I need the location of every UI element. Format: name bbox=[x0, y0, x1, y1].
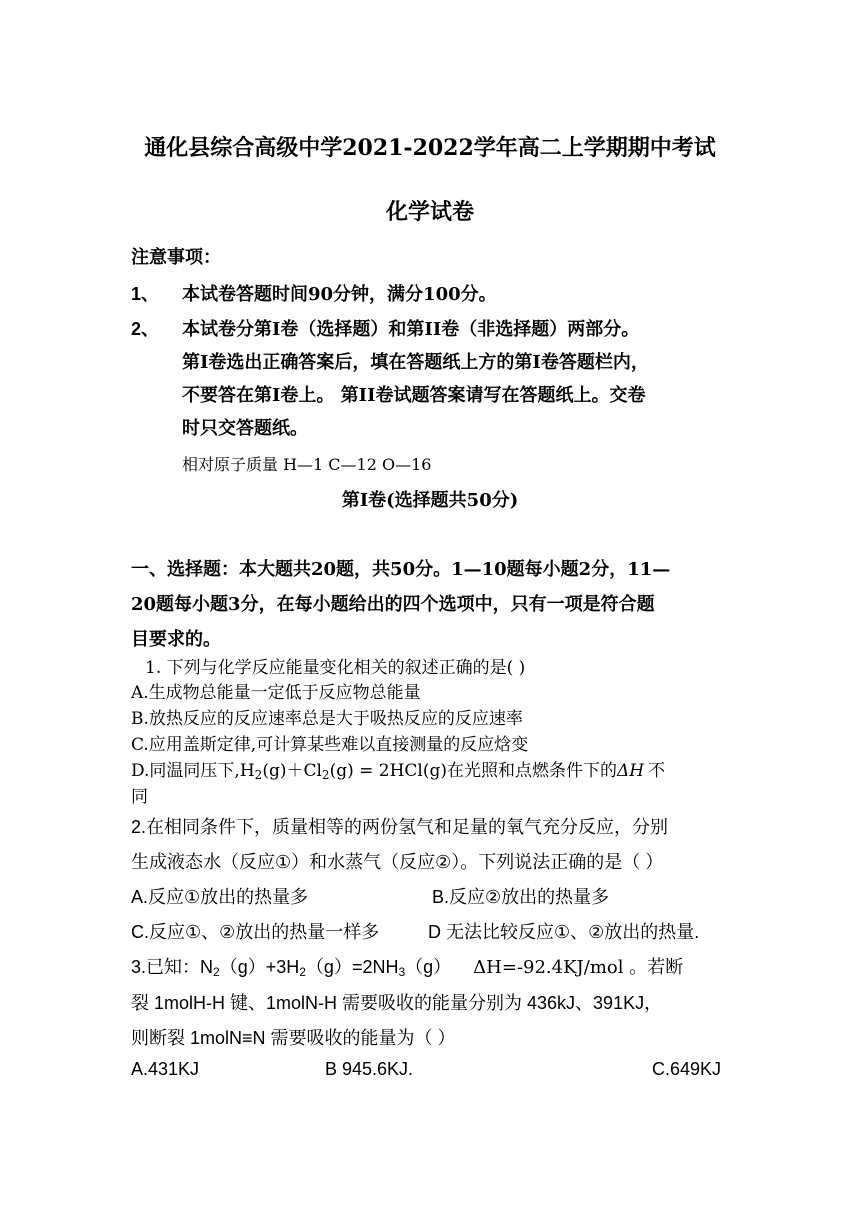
notice-item-1-number: 1、 bbox=[131, 284, 160, 304]
question-3-option-b: B 945.6KJ. bbox=[325, 1059, 414, 1079]
equation-hydrogen: $H_2(g)+Cl_2(g) = 2HCl(g)$ bbox=[239, 761, 447, 782]
part-one-title: 第Ⅰ卷(选择题共50分) bbox=[341, 490, 519, 511]
section-one-line-3: 目要求的。 bbox=[131, 629, 221, 650]
question-2-option-a: A.反应①放出的热量多 bbox=[131, 887, 309, 907]
notice-item-1-text: 本试卷答题时间90分钟，满分100分。 bbox=[182, 284, 497, 305]
question-3-line-1: 3.已知：$N_2(g)+3H_2(g)=2NH_3(g)$ ΔH=-92.4KJ/mol 。若断 bbox=[131, 957, 684, 979]
question-1-option-b: B.放热反应的反应速率总是大于吸热反应的反应速率 bbox=[131, 709, 523, 729]
notice-item-2-line-4: 时只交答题纸。 bbox=[182, 418, 308, 439]
question-1-option-d: D.同温同压下$,H_2(g)+Cl_2(g) = 2HCl(g)$在光照和点燃条件下的ΔH 不 bbox=[131, 761, 666, 782]
question-3-option-a: A.431KJ bbox=[131, 1059, 200, 1079]
question-3-line-3: 则断裂 1molN≡N 需要吸收的能量为（ ） bbox=[131, 1028, 456, 1048]
notice-item-2-line-3: 不要答在第Ⅰ卷上。 第II卷试题答案请写在答题纸上。交卷 bbox=[182, 385, 646, 406]
question-2-line-2: 生成液态水（反应①）和水蒸气（反应②）。下列说法正确的是（ ） bbox=[131, 852, 664, 872]
notice-item-2-line-1: 本试卷分第Ⅰ卷（选择题）和第II卷（非选择题）两部分。 bbox=[182, 319, 640, 340]
question-2-option-c: C.反应①、②放出的热量一样多 bbox=[131, 922, 380, 942]
delta-h-symbol: ΔH bbox=[617, 761, 645, 781]
question-2-line-1: 2.在相同条件下，质量相等的两份氢气和足量的氧气充分反应，分别 bbox=[131, 817, 669, 837]
notice-item-2-line-2: 第Ⅰ卷选出正确答案后，填在答题纸上方的第Ⅰ卷答题栏内， bbox=[182, 352, 649, 373]
question-1-option-d-wrap: 同 bbox=[131, 787, 148, 807]
section-one-line-1: 一、选择题：本大题共20题，共50分。1—10题每小题2分，11— bbox=[131, 559, 671, 580]
question-1-option-a: A.生成物总能量一定低于反应物总能量 bbox=[131, 683, 421, 703]
question-1-option-c: C.应用盖斯定律,可计算某些难以直接测量的反应焓变 bbox=[131, 735, 529, 755]
delta-h-value: ΔH=-92.4KJ/mol 。若断 bbox=[473, 957, 684, 978]
notice-item-2-number: 2、 bbox=[131, 319, 160, 339]
section-one-line-2: 20题每小题3分，在每小题给出的四个选项中，只有一项是符合题 bbox=[131, 594, 655, 615]
notice-heading: 注意事项： bbox=[131, 247, 221, 268]
question-3-line-2: 裂 1molH-H 键、1molN-H 需要吸收的能量分别为 436kJ、391KJ， bbox=[131, 993, 663, 1013]
exam-subtitle: 化学试卷 bbox=[385, 199, 474, 225]
question-1-stem: 1. 下列与化学反应能量变化相关的叙述正确的是( ) bbox=[145, 658, 526, 678]
question-3-option-c: C.649KJ bbox=[652, 1059, 722, 1079]
exam-title: 通化县综合高级中学2021-2022学年高二上学期期中考试 bbox=[144, 135, 716, 161]
atomic-mass-note: 相对原子质量 H—1 C—12 O—16 bbox=[182, 455, 432, 474]
question-2-option-b: B.反应②放出的热量多 bbox=[432, 887, 610, 907]
question-2-option-d: D 无法比较反应①、②放出的热量. bbox=[428, 922, 700, 942]
